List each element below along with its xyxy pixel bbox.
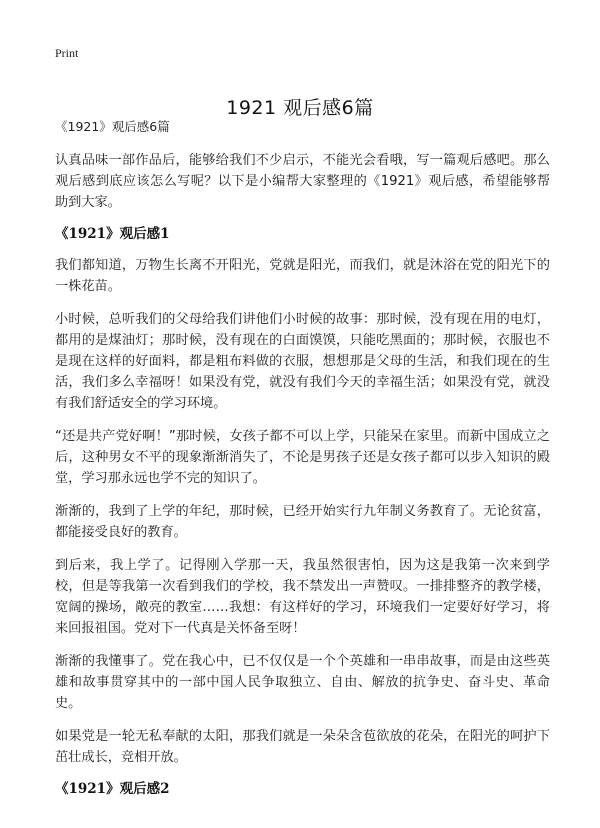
paragraph: 渐渐的我懂事了。党在我心中，已不仅仅是一个个英雄和一串串故事，而是由这些英雄和故事贯穿其中的一部中国人民争取独立、自由、解放的抗争史、奋斗史、革命史。	[55, 654, 550, 711]
paragraph: 小时候，总听我们的父母给我们讲他们小时候的故事：那时候，没有现在用的电灯，都用的是煤油灯；那时候，没有现在的白面馍馍，只能吃黑面的；那时候，衣服也不是现在这样的好面料，都是粗布料做的衣服，想想那是父母的生活，和我们现在的生活，我们多么幸福呀！如果没有党，就没有我们今天的幸福生活；如果没有党，就没有我们舒适安全的学习环境。	[55, 312, 550, 411]
section-heading-2: 《1921》观后感2	[55, 781, 170, 797]
paragraph: 到后来，我上学了。记得刚入学那一天，我虽然很害怕，因为这是我第一次来到学校，但是等我第一次看到我们的学校，我不禁发出一声赞叹。一排排整齐的教学楼，宽阔的操场，敞亮的教室……我想：有这样好的学习，环境我们一定要好好学习，将来回报祖国。党对下一代真是关怀备至呀！	[55, 558, 550, 636]
page-title: 1921 观后感6篇	[226, 96, 374, 119]
intro-paragraph: 认真品味一部作品后，能够给我们不少启示，不能光会看哦，写一篇观后感吧。那么观后感到底应该怎么写呢？以下是小编帮大家整理的《1921》观后感，希望能够帮助到大家。	[55, 153, 550, 210]
print-label[interactable]: Print	[55, 46, 79, 60]
paragraph: 渐渐的，我到了上学的年纪，那时候，已经开始实行九年制义务教育了。无论贫富，都能接受良好的教育。	[55, 504, 550, 540]
paragraph: 我们都知道，万物生长离不开阳光，党就是阳光，而我们，就是沐浴在党的阳光下的一株花苗。	[55, 258, 550, 294]
section-heading-1: 《1921》观后感1	[55, 226, 170, 242]
paragraph: “还是共产党好啊！”那时候，女孩子都不可以上学，只能呆在家里。而新中国成立之后，这种男女不平的现象渐渐消失了，不论是男孩子还是女孩子都可以步入知识的殿堂，学习那永远也学不完的知识了。	[55, 429, 550, 486]
document-body	[55, 118, 550, 810]
paragraph: 如果党是一轮无私奉献的太阳，那我们就是一朵朵含苞欲放的花朵，在阳光的呵护下茁壮成长，竞相开放。	[55, 729, 550, 765]
document-subtitle: 《1921》观后感6篇	[55, 119, 170, 134]
